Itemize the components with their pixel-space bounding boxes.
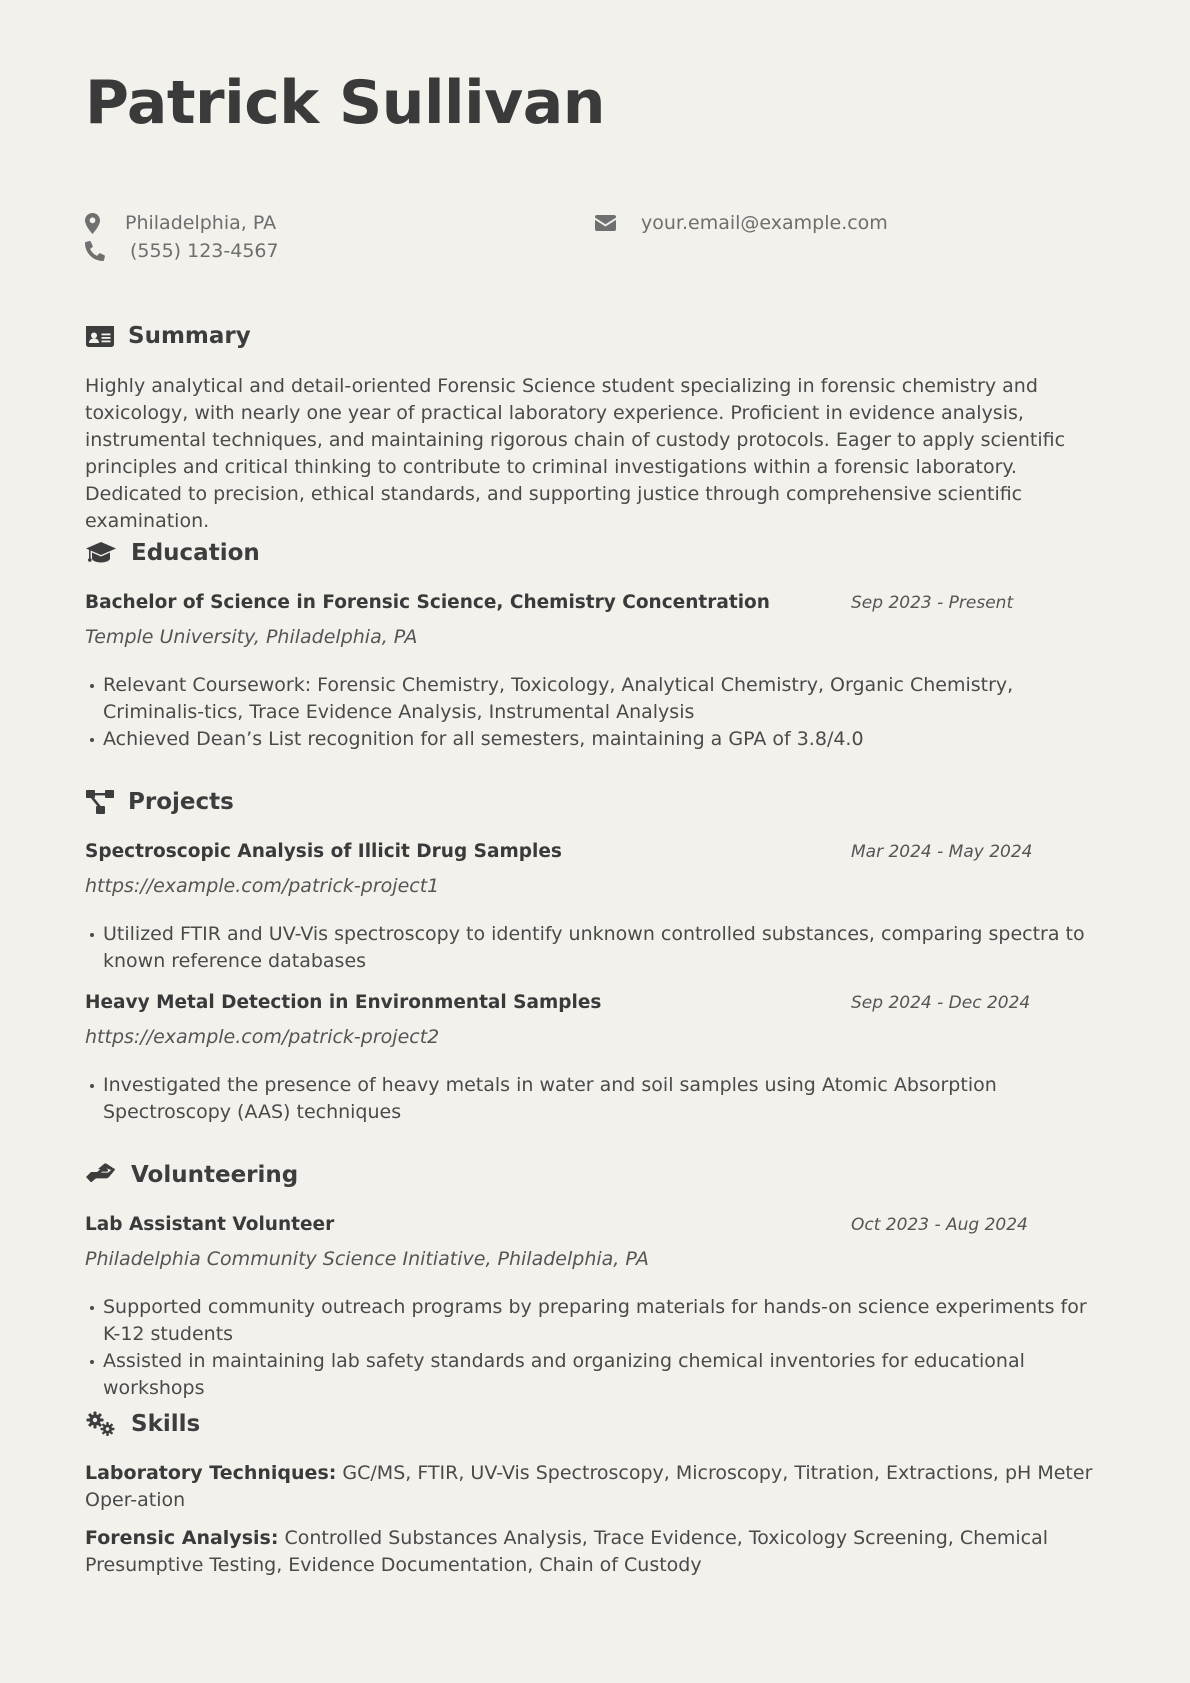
list-item: Supported community outreach programs by preparing materials for hands-on science experiments for K-12 students <box>103 1294 1105 1348</box>
project-link[interactable]: https://example.com/patrick-project2 <box>85 1026 440 1048</box>
candidate-name: Patrick Sullivan <box>85 68 605 138</box>
contact-phone <box>85 240 279 262</box>
organization-name: Philadelphia Community Science Initiative, Philadelphia, PA <box>85 1248 649 1270</box>
id-card-icon <box>85 321 115 351</box>
list-item: Relevant Coursework: Forensic Chemistry, Toxicology, Analytical Chemistry, Organic Chemistry, Criminalis-tics, Trace Evidence Analysis, Instrumental Analysis <box>103 672 1105 726</box>
volunteering-date: Oct 2023 - Aug 2024 <box>851 1215 1028 1235</box>
envelope-icon <box>595 215 641 231</box>
summary-heading: Summary <box>128 323 251 349</box>
volunteering-bullets <box>85 1294 1105 1402</box>
contact-location <box>85 212 276 234</box>
skill-value: Controlled Substances Analysis, Trace Evidence, Toxicology Screening, Chemical Presumptive Testing, Evidence Documentation, Chain of Custody <box>85 1527 1049 1576</box>
degree-title: Bachelor of Science in Forensic Science, Chemistry Concentration <box>85 592 770 613</box>
phone-icon <box>85 241 130 261</box>
project-title: Spectroscopic Analysis of Illicit Drug Samples <box>85 841 562 862</box>
hands-helping-icon <box>85 1160 117 1190</box>
list-item: Investigated the presence of heavy metals in water and soil samples using Atomic Absorption Spectroscopy (AAS) techniques <box>103 1072 1105 1126</box>
list-item: Utilized FTIR and UV-Vis spectroscopy to identify unknown controlled substances, comparing spectra to known reference databases <box>103 921 1105 975</box>
education-section-header <box>85 536 260 570</box>
project-link[interactable]: https://example.com/patrick-project1 <box>85 875 440 897</box>
project-date: Mar 2024 - May 2024 <box>851 842 1033 862</box>
summary-text: Highly analytical and detail-oriented Forensic Science student specializing in forensic chemistry and toxicology, with nearly one year of practical laboratory experience. Proficient in evidence analysis, instrumental techniques, and maintaining rigorous chain of custody protocols. Eager to apply scientific principles and critical thinking to contribute to criminal investigations within a forensic laboratory. Dedicated to precision, ethical standards, and supporting justice through comprehensive scientific examination. <box>85 375 1066 532</box>
project-title: Heavy Metal Detection in Environmental Samples <box>85 992 602 1013</box>
email-link[interactable]: your.email@example.com <box>641 212 888 234</box>
skill-label: Forensic Analysis: <box>85 1527 279 1549</box>
project-bullets <box>85 921 1105 975</box>
projects-heading: Projects <box>128 789 234 815</box>
projects-section-header <box>85 785 234 819</box>
school-name: Temple University, Philadelphia, PA <box>85 626 418 648</box>
volunteering-heading: Volunteering <box>131 1162 299 1188</box>
list-item: Achieved Dean’s List recognition for all semesters, maintaining a GPA of 3.8/4.0 <box>103 726 1105 753</box>
project-diagram-icon <box>85 787 115 817</box>
education-date: Sep 2023 - Present <box>851 593 1014 613</box>
education-heading: Education <box>131 540 260 566</box>
cogs-icon <box>85 1409 117 1439</box>
graduation-cap-icon <box>85 538 117 568</box>
phone-text: (555) 123-4567 <box>130 240 279 262</box>
project-bullets <box>85 1072 1105 1126</box>
skill-label: Laboratory Techniques: <box>85 1462 337 1484</box>
skills-section-header <box>85 1407 200 1441</box>
summary-section-header <box>85 319 251 353</box>
volunteering-section-header <box>85 1158 298 1192</box>
list-item: Assisted in maintaining lab safety standards and organizing chemical inventories for educational workshops <box>103 1348 1105 1402</box>
location-text: Philadelphia, PA <box>125 212 277 234</box>
skill-laboratory-techniques <box>85 1460 1105 1514</box>
education-bullets <box>85 672 1105 753</box>
skill-forensic-analysis <box>85 1525 1105 1579</box>
map-marker-icon <box>85 213 125 234</box>
project-date: Sep 2024 - Dec 2024 <box>851 993 1031 1013</box>
skill-value: GC/MS, FTIR, UV-Vis Spectroscopy, Microscopy, Titration, Extractions, pH Meter Oper-ation <box>85 1462 1093 1511</box>
skills-heading: Skills <box>131 1411 201 1437</box>
contact-email <box>595 212 888 234</box>
role-title: Lab Assistant Volunteer <box>85 1214 335 1235</box>
